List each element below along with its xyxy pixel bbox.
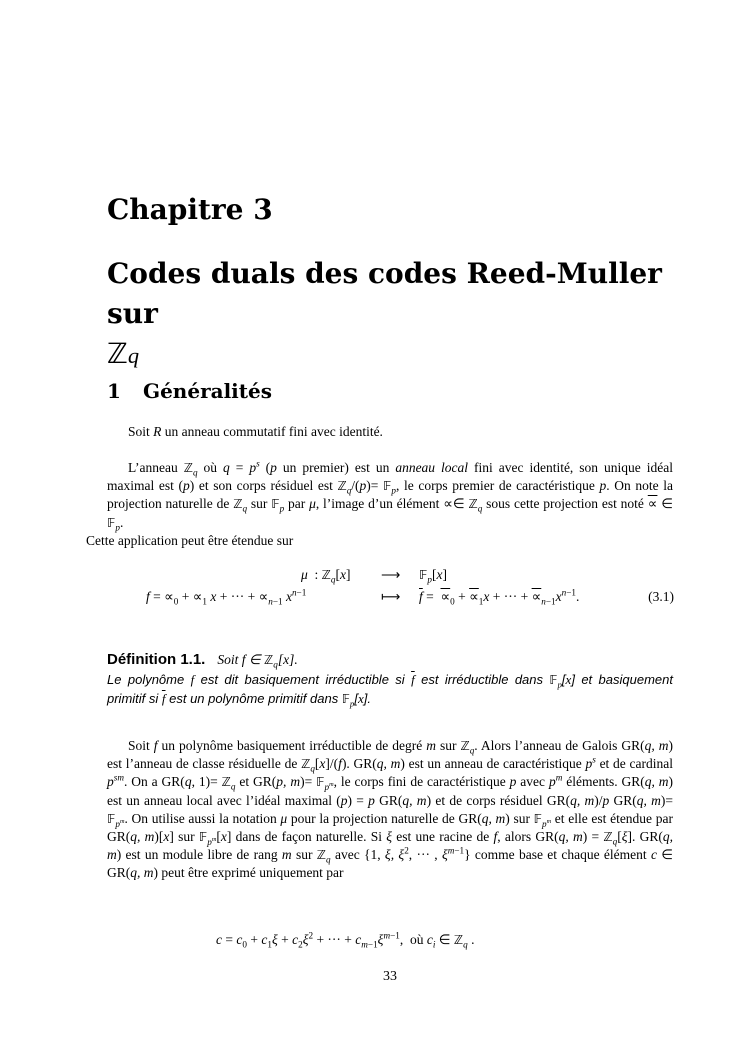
chapter-label: Chapitre 3 xyxy=(107,193,273,226)
chapter-title-text: Codes duals des codes Reed-Muller sur xyxy=(107,257,662,330)
equation-map-line: μ : ℤ$_q$[x] ⟶ 𝔽$_p$[x] xyxy=(301,567,447,585)
equation-element-expansion: $c = c_0 + c_1\xi + c_2\xi^2$ + ··· + $c_{m-1}\xi^{m-1}$, où $c_i$ ∈ ℤ$_q$ . xyxy=(216,930,475,950)
section-title: Généralités xyxy=(143,379,272,403)
page-number: 33 xyxy=(383,969,397,984)
paragraph-ring-definition: Soit R un anneau commutatif fini avec identité. xyxy=(128,424,383,439)
equation-tag: (3.1) xyxy=(648,589,674,604)
definition-label: Définition 1.1. xyxy=(107,651,206,668)
chapter-title xyxy=(107,254,687,376)
section-number: 1 xyxy=(107,379,121,403)
ring-symbol: ℤq xyxy=(107,337,140,370)
definition-heading xyxy=(107,651,298,668)
definition-body: Le polynôme f est dit basiquement irréductible si $\overline{f}$ est irréductible dans 𝔽$_p$[x] et basiquement primitif si $\overline{f}$ est un polynôme primitif dans 𝔽$_p$[x]. xyxy=(107,672,673,709)
section-heading xyxy=(107,379,272,403)
definition-intro: Soit f ∈ ℤ$_q$[x]. xyxy=(217,652,298,670)
paragraph-local-ring: L’anneau ℤ$_q$ où $q = p^s$ (p un premier) est un anneau local fini avec identité, son unique idéal maximal est (p) et son corps résiduel est ℤ$_q$/(p)= 𝔽$_p$, le corps premier de caractéristique p. On note la projection naturelle de ℤ$_q$ sur 𝔽$_p$ par μ, l’image d’un élément ∝∈ ℤ$_q$ sous cette projection est noté ∝ ∈ 𝔽$_p$. Cette application peut être étendue sur xyxy=(86,458,674,548)
paragraph-galois-ring: Soit f un polynôme basiquement irréductible de degré m sur ℤ$_q$. Alors l’anneau de Galois GR(q, m) est l’anneau de classe résiduelle de ℤ$_q$[x]/(f). GR(q, m) est un anneau de caractéristique $p^s$ et de cardinal $p^{sm}$. On a GR(q, 1)= ℤ$_q$ et GR(p, m)= 𝔽$_{p^m}$, le corps fini de caractéristique p avec $p^m$ éléments. GR(q, m) est un anneau local avec l’idéal maximal (p) = p GR(q, m) et de corps résiduel GR(q, m)/p GR(q, m)= 𝔽$_{p^m}$. On utilise aussi la notation μ pour la projection naturelle de GR(q, m) sur 𝔽$_{p^m}$ et elle est étendue par GR(q, m)[x] sur 𝔽$_{p^m}$[x] dans de façon naturelle. Si ξ est une racine de f, alors GR(q, m) = ℤ$_q$[ξ]. GR(q, m) est un module libre de rang m sur ℤ$_q$ avec {1, ξ, $\xi^2$, ··· , $\xi^{m-1}$} comme base et chaque élément c ∈ GR(q, m) peut être exprimé uniquement par xyxy=(107,738,674,881)
equation-3-1 xyxy=(146,564,674,608)
equation-rule-line: $f = \propto_0 + \propto_1$ x + ··· + $\propto_{n-1}$ $x^{n-1}$ ⟼ $\overline{f} = \propto_0 + \propto_1x$ + ··· + $\propto_{n-1}x^{n-1}$. (3.1) xyxy=(146,587,674,607)
